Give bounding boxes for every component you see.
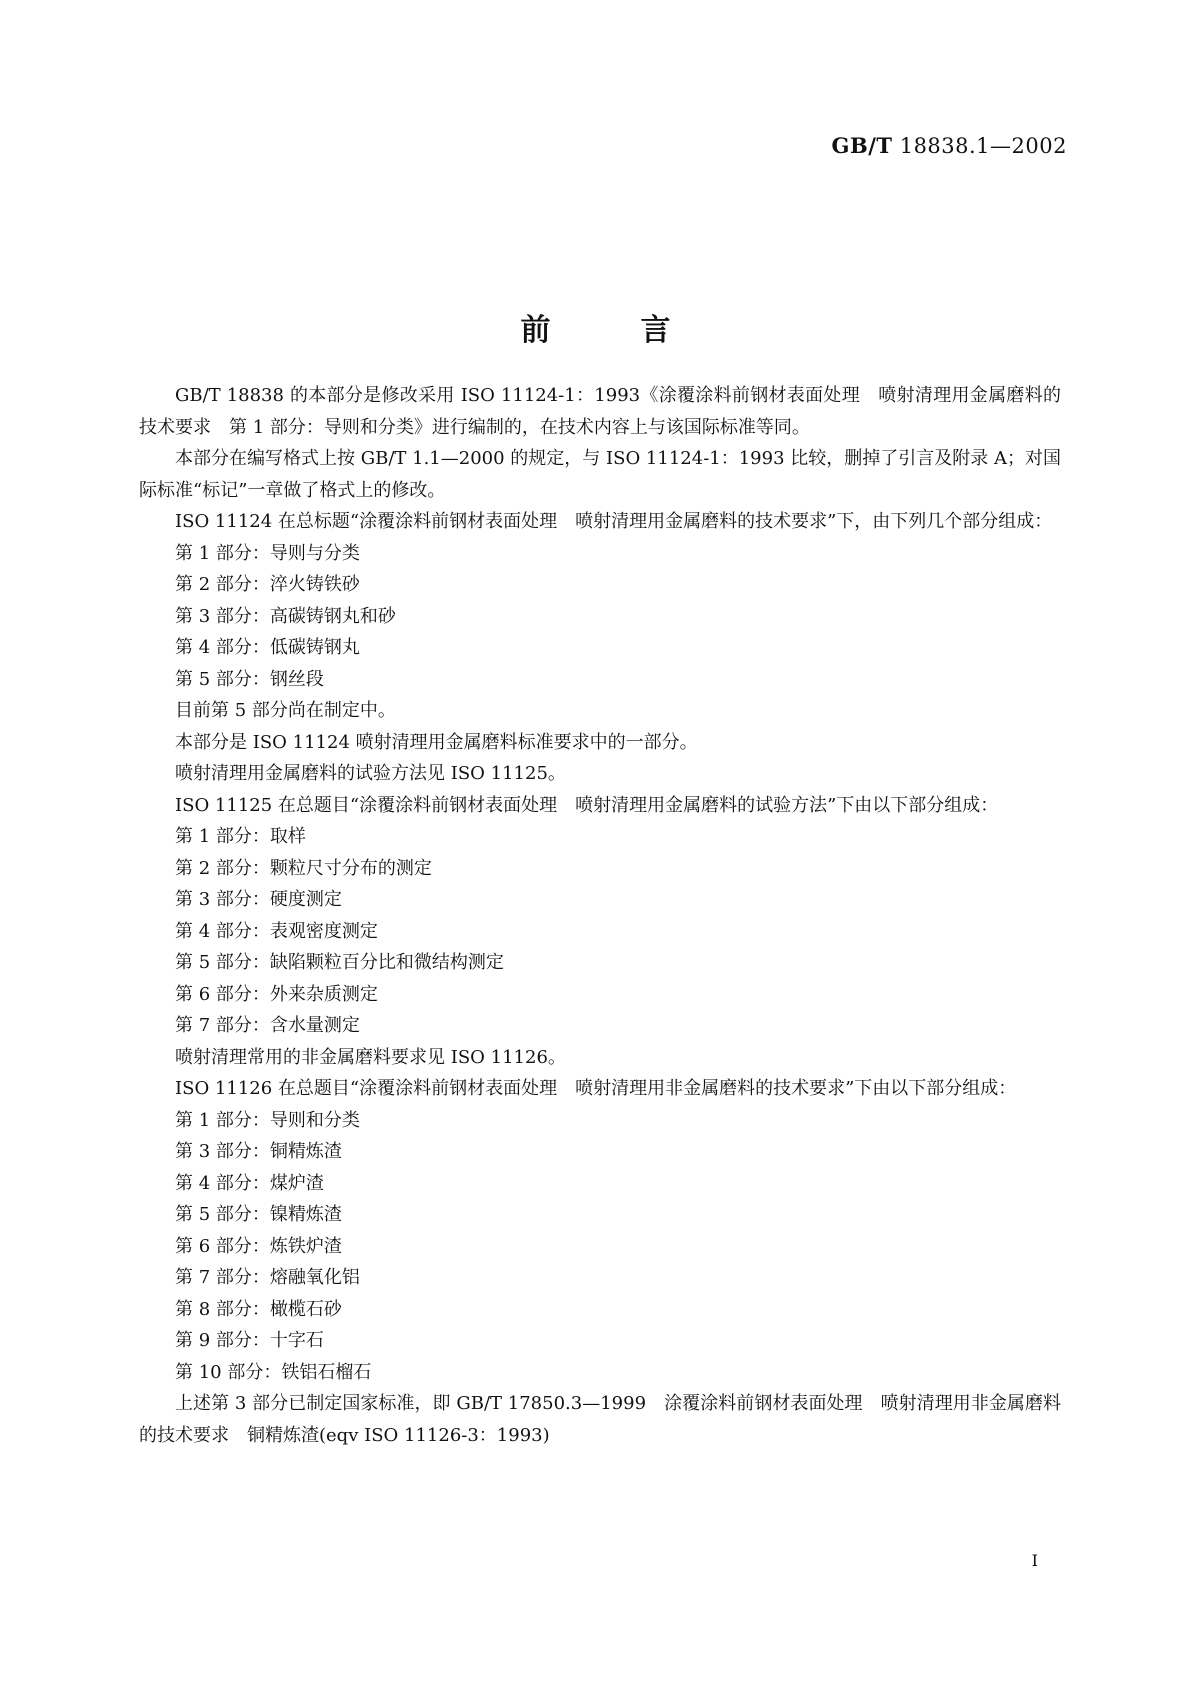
list-item: 第 5 部分：缺陷颗粒百分比和微结构测定 [175,952,504,973]
list-item: 第 7 部分：含水量测定 [175,1015,360,1036]
paragraph: ISO 11124 在总标题“涂覆涂料前钢材表面处理 喷射清理用金属磨料的技术要求”下，由下列几个部分组成： [175,511,1053,532]
list-item: 第 7 部分：熔融氧化铝 [175,1267,360,1288]
paragraph: 本部分是 ISO 11124 喷射清理用金属磨料标准要求中的一部分。 [175,731,698,753]
list-item: 第 10 部分：铁铝石榴石 [175,1361,372,1383]
standard-code [832,133,1067,158]
list-item: 第 6 部分：外来杂质测定 [175,983,378,1005]
paragraph: 本部分在编写格式上按 GB/T 1.1—2000 的规定，与 ISO 11124-1：1993 比较，删掉了引言及附录 A；对国际标准“标记”一章做了格式上的修改。 [139,448,1061,501]
paragraph: ISO 11125 在总题目“涂覆涂料前钢材表面处理 喷射清理用金属磨料的试验方法”下由以下部分组成： [175,794,999,816]
paragraph: 上述第 3 部分已制定国家标准，即 GB/T 17850.3—1999 涂覆涂料前钢材表面处理 喷射清理用非金属磨料的技术要求 铜精炼渣(eqv ISO 11126-3：1993) [139,1393,1061,1446]
list-item: 第 9 部分：十字石 [175,1330,324,1351]
list-item: 第 4 部分：表观密度测定 [175,920,378,942]
standard-prefix: GB/T [831,133,893,158]
page-title: 前言 [520,313,761,348]
standard-number: 18838.1—2002 [899,134,1067,158]
page-number: I [1031,1551,1038,1570]
paragraph: ISO 11126 在总题目“涂覆涂料前钢材表面处理 喷射清理用非金属磨料的技术要求”下由以下部分组成： [175,1078,1017,1099]
list-item: 第 1 部分：取样 [175,826,306,847]
list-item: 第 2 部分：淬火铸铁砂 [175,574,360,595]
list-item: 第 3 部分：硬度测定 [175,889,342,910]
list-item: 第 4 部分：煤炉渣 [175,1172,324,1194]
list-item: 第 4 部分：低碳铸钢丸 [175,637,360,658]
list-item: 第 1 部分：导则和分类 [175,1109,360,1131]
paragraph: GB/T 18838 的本部分是修改采用 ISO 11124-1：1993《涂覆涂料前钢材表面处理 喷射清理用金属磨料的技术要求 第 1 部分：导则和分类》进行编制的，在技术内容上与该国际标准等同。 [139,385,1061,438]
list-item: 第 5 部分：钢丝段 [175,668,324,690]
paragraph: 喷射清理用金属磨料的试验方法见 ISO 11125。 [175,763,566,784]
paragraph: 喷射清理常用的非金属磨料要求见 ISO 11126。 [175,1046,566,1068]
list-item: 第 5 部分：镍精炼渣 [175,1204,342,1225]
paragraph: 目前第 5 部分尚在制定中。 [175,700,396,721]
list-item: 第 3 部分：高碳铸钢丸和砂 [175,605,396,627]
list-item: 第 2 部分：颗粒尺寸分布的测定 [175,857,432,879]
list-item: 第 8 部分：橄榄石砂 [175,1298,342,1320]
list-item: 第 3 部分：铜精炼渣 [175,1141,342,1162]
list-item: 第 6 部分：炼铁炉渣 [175,1235,342,1257]
document-body [139,380,1061,1451]
list-item: 第 1 部分：导则与分类 [175,542,360,564]
